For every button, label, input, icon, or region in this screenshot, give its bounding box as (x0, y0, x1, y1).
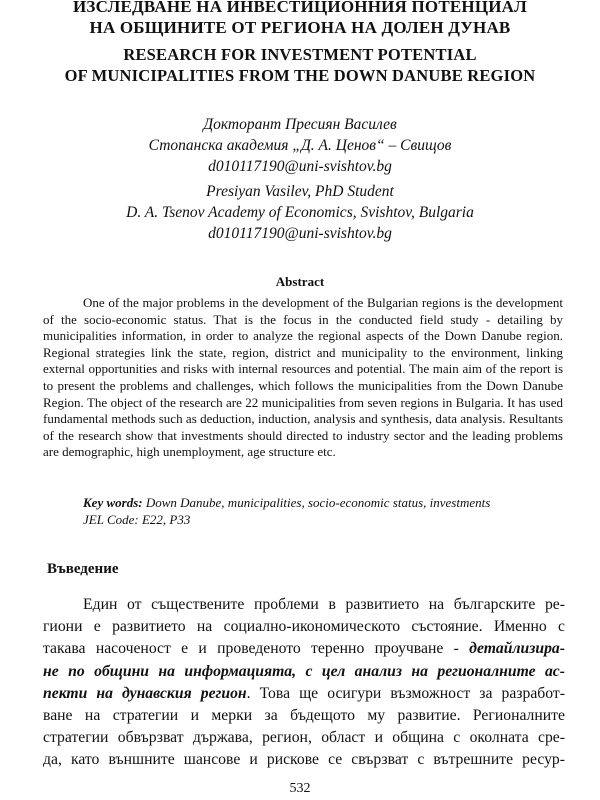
abstract-heading: Abstract (275, 274, 325, 289)
intro-line (43, 594, 565, 616)
jel-code: JEL Code: E22, P33 (83, 512, 191, 527)
author-affiliation-en: D. A. Tsenov Academy of Economics, Svishtov, Bulgaria (126, 204, 474, 221)
intro-line (43, 705, 565, 727)
author-email-en: d010117190@uni-svishtov.bg (208, 225, 392, 242)
intro-emphasis: не по общини на информацията, с цел анализ на регионалните ас- (43, 662, 565, 680)
intro-line-text: такава насоченост е и проведеното теренно проучване - (43, 640, 470, 658)
abstract-text: One of the major problems in the development of the Bulgarian regions is the development of the socio-economic status. That is the focus in the conducted field study - detailing by municipalities information, in order to analyze the regional aspects of the Down Danube region. Regional strategies link the state, region, district and municipality to the environment, linking external opportunities and risks with internal resources and potential. The main aim of the report is to present the problems and challenges, which follows the municipalities from the Down Danube Region. The object of the research are 22 municipalities from seven regions in Bulgaria. It has used fundamental methods such as deduction, induction, analysis and synthesis, data analysis. Resultants of the research show that investments should directed to industry sector and the leading problems are demographic, high unemployment, age structure etc. (43, 295, 563, 460)
keywords-text: Down Danube, municipalities, socio-economic status, investments (145, 495, 491, 510)
intro-emphasis: детайлизира- (469, 640, 565, 658)
title-en-line: RESEARCH FOR INVESTMENT POTENTIAL (123, 45, 477, 64)
intro-line (43, 727, 565, 749)
section-heading-introduction: Въведение (47, 561, 119, 577)
author-block-bulgarian (0, 114, 600, 177)
intro-line-text: . Това ще осигури възможност за разработ- (246, 684, 565, 702)
intro-line (43, 616, 565, 638)
author-name-en: Presiyan Vasilev, PhD Student (206, 183, 394, 200)
title-bulgarian (0, 0, 600, 38)
intro-line (43, 683, 565, 705)
page-number: 532 (289, 781, 311, 796)
intro-line-text: ване на стратегии и мерки за бъдещото му развитие. Регионалните (43, 707, 565, 725)
intro-line-text: да, като външните шансове и рискове се свързват с вътрешните ресур- (43, 751, 565, 769)
intro-line (43, 638, 565, 660)
author-name-bg: Докторант Пресиян Василев (203, 116, 397, 133)
title-en-line: OF MUNICIPALITIES FROM THE DOWN DANUBE REGION (64, 66, 536, 85)
keywords-line (83, 494, 490, 511)
title-english (0, 44, 600, 86)
introduction-text (43, 594, 565, 772)
intro-line-text: стратегии обвързват държава, регион, област и община с околната сре- (43, 729, 565, 747)
intro-line-text: Един от съществените проблеми в развитието на българските ре- (83, 596, 565, 613)
author-email-bg: d010117190@uni-svishtov.bg (208, 158, 392, 175)
keywords-label: Key words: (83, 495, 143, 510)
title-bg-line: ИЗСЛЕДВАНЕ НА ИНВЕСТИЦИОННИЯ ПОТЕНЦИАЛ (72, 0, 528, 16)
title-bg-line: НА ОБЩИНИТЕ ОТ РЕГИОНА НА ДОЛЕН ДУНАВ (89, 18, 511, 37)
author-block-english (0, 181, 600, 244)
intro-line (43, 661, 565, 683)
intro-line (43, 749, 565, 771)
author-affiliation-bg: Стопанска академия „Д. А. Ценов“ – Свищов (148, 137, 452, 154)
intro-emphasis: пекти на дунавския регион (43, 684, 247, 702)
intro-line-text: гиони е развитието на социално-икономическото състояние. Именно с (43, 618, 565, 636)
